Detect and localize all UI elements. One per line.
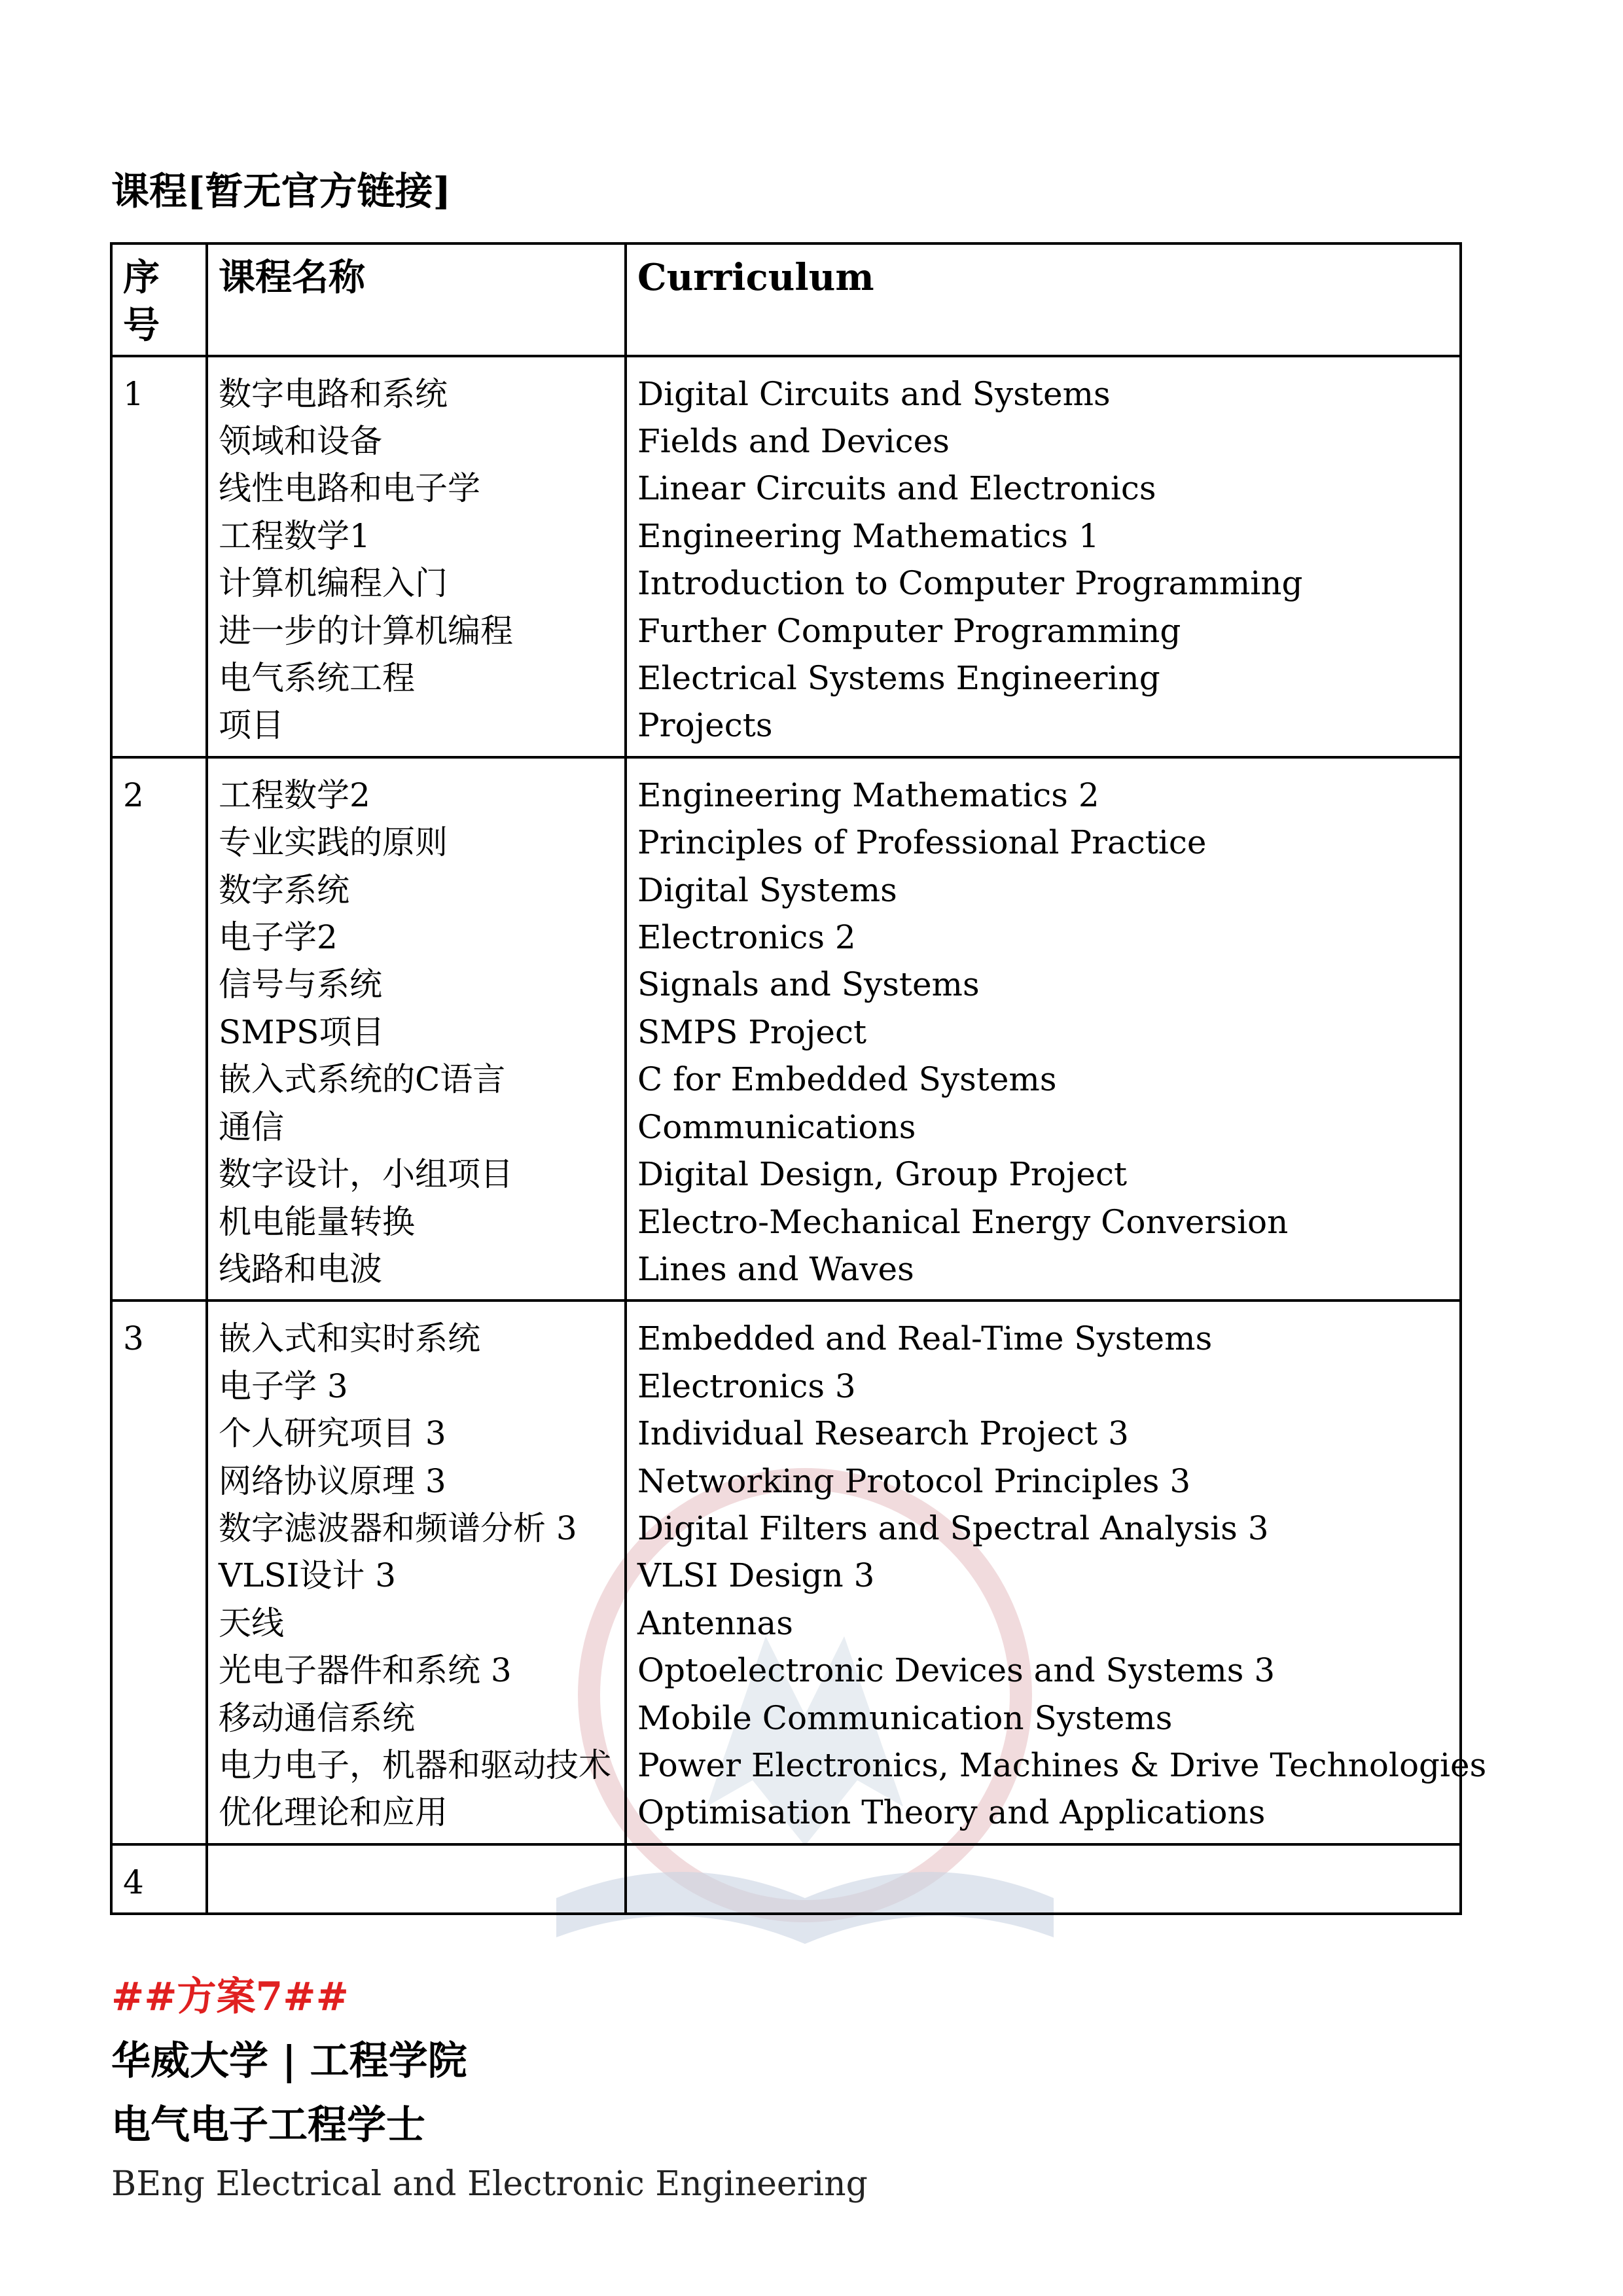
course-name-cn: 领域和设备 xyxy=(219,422,382,460)
row-number: 4 xyxy=(111,1844,207,1914)
course-name-en: Electrical Systems Engineering xyxy=(637,659,1160,698)
header-curriculum: Curriculum xyxy=(626,243,1461,356)
course-name-en: Digital Systems xyxy=(637,870,897,909)
course-name-cn: SMPS项目 xyxy=(219,1013,385,1051)
course-name-en: C for Embedded Systems xyxy=(637,1060,1057,1099)
course-name-cn: 数字电路和系统 xyxy=(219,374,448,413)
course-name-cn: VLSI设计 3 xyxy=(219,1556,397,1595)
course-names-cn xyxy=(207,757,626,1300)
course-name-cn: 优化理论和应用 xyxy=(219,1793,448,1832)
course-name-cn: 移动通信系统 xyxy=(219,1698,415,1737)
course-name-cn: 电子学2 xyxy=(219,918,338,957)
course-name-en: Signals and Systems xyxy=(637,965,980,1004)
course-names-en xyxy=(626,1300,1487,1844)
course-name-en: Optimisation Theory and Applications xyxy=(637,1793,1266,1832)
course-name-en: Electronics 3 xyxy=(637,1367,856,1405)
table-row xyxy=(111,1300,1461,1844)
course-name-cn: 计算机编程入门 xyxy=(219,564,448,603)
degree-title-en: BEng Electrical and Electronic Engineering xyxy=(111,2164,868,2204)
course-name-cn: 专业实践的原则 xyxy=(219,823,448,862)
course-name-cn: 线性电路和电子学 xyxy=(219,469,480,508)
course-name-cn: 数字系统 xyxy=(219,870,349,909)
course-name-cn: 线路和电波 xyxy=(219,1249,382,1288)
course-name-en: Linear Circuits and Electronics xyxy=(637,469,1156,508)
course-name-cn: 电力电子，机器和驱动技术 xyxy=(219,1746,611,1784)
course-name-en: Networking Protocol Principles 3 xyxy=(637,1462,1191,1500)
university-faculty: 华威大学 | 工程学院 xyxy=(111,2038,467,2084)
course-name-en: Fields and Devices xyxy=(637,422,950,460)
course-name-en: Digital Circuits and Systems xyxy=(637,374,1111,413)
course-name-cn: 天线 xyxy=(219,1604,284,1642)
course-name-en: Mobile Communication Systems xyxy=(637,1698,1173,1737)
course-name-en: Engineering Mathematics 1 xyxy=(637,516,1099,555)
row-number: 1 xyxy=(111,356,207,757)
course-name-cn: 个人研究项目 3 xyxy=(219,1414,446,1453)
course-name-en: Individual Research Project 3 xyxy=(637,1414,1129,1453)
row-number: 2 xyxy=(111,757,207,1300)
course-names-cn xyxy=(207,356,626,757)
course-name-en: Digital Design, Group Project xyxy=(637,1155,1128,1194)
course-name-cn: 进一步的计算机编程 xyxy=(219,611,513,650)
table-row xyxy=(111,356,1461,757)
course-name-cn: 机电能量转换 xyxy=(219,1202,415,1241)
course-name-cn: 数字滤波器和频谱分析 3 xyxy=(219,1509,577,1547)
course-name-cn: 网络协议原理 3 xyxy=(219,1462,446,1500)
course-name-en: Digital Filters and Spectral Analysis 3 xyxy=(637,1509,1269,1547)
curriculum-table xyxy=(110,242,1487,1915)
course-name-en: Projects xyxy=(637,706,773,745)
course-names-en xyxy=(626,1844,1461,1914)
course-name-cn: 信号与系统 xyxy=(219,965,382,1004)
table-row xyxy=(111,757,1461,1300)
header-course-name: 课程名称 xyxy=(207,243,626,356)
course-name-en: Communications xyxy=(637,1107,916,1146)
course-names-cn xyxy=(207,1844,626,1914)
course-name-cn: 光电子器件和系统 3 xyxy=(219,1651,512,1690)
degree-title-cn: 电气电子工程学士 xyxy=(111,2102,425,2148)
course-name-cn: 嵌入式和实时系统 xyxy=(219,1319,480,1358)
section-title: 课程[暂无官方链接] xyxy=(111,169,451,213)
course-name-cn: 电子学 3 xyxy=(219,1367,348,1405)
table-row xyxy=(111,1844,1461,1914)
course-names-cn xyxy=(207,1300,626,1844)
course-name-en: Lines and Waves xyxy=(637,1249,914,1288)
course-name-en: Principles of Professional Practice xyxy=(637,823,1207,862)
table-body xyxy=(111,356,1487,1914)
course-name-en: Engineering Mathematics 2 xyxy=(637,776,1099,814)
course-name-cn: 通信 xyxy=(219,1107,284,1146)
course-name-cn: 工程数学2 xyxy=(219,776,370,814)
course-name-cn: 数字设计，小组项目 xyxy=(219,1155,513,1194)
course-name-en: Power Electronics, Machines & Drive Technologies xyxy=(637,1746,1487,1784)
course-name-cn: 工程数学1 xyxy=(219,516,370,555)
course-name-cn: 嵌入式系统的C语言 xyxy=(219,1060,506,1099)
course-names-en xyxy=(626,757,1461,1300)
course-name-en: Electronics 2 xyxy=(637,918,856,957)
row-number: 3 xyxy=(111,1300,207,1844)
plan-label: ##方案7## xyxy=(111,1974,349,2020)
course-name-en: Electro-Mechanical Energy Conversion xyxy=(637,1202,1289,1241)
course-names-en xyxy=(626,356,1461,757)
course-name-en: SMPS Project xyxy=(637,1013,867,1051)
course-name-en: VLSI Design 3 xyxy=(637,1556,875,1595)
course-name-en: Further Computer Programming xyxy=(637,611,1181,650)
course-name-cn: 项目 xyxy=(219,706,284,745)
course-name-en: Embedded and Real-Time Systems xyxy=(637,1319,1213,1358)
table-header-row xyxy=(111,243,1461,356)
course-name-en: Antennas xyxy=(637,1604,793,1642)
course-name-cn: 电气系统工程 xyxy=(219,659,415,698)
header-number: 序号 xyxy=(111,243,207,356)
course-name-en: Introduction to Computer Programming xyxy=(637,564,1303,603)
course-name-en: Optoelectronic Devices and Systems 3 xyxy=(637,1651,1275,1690)
